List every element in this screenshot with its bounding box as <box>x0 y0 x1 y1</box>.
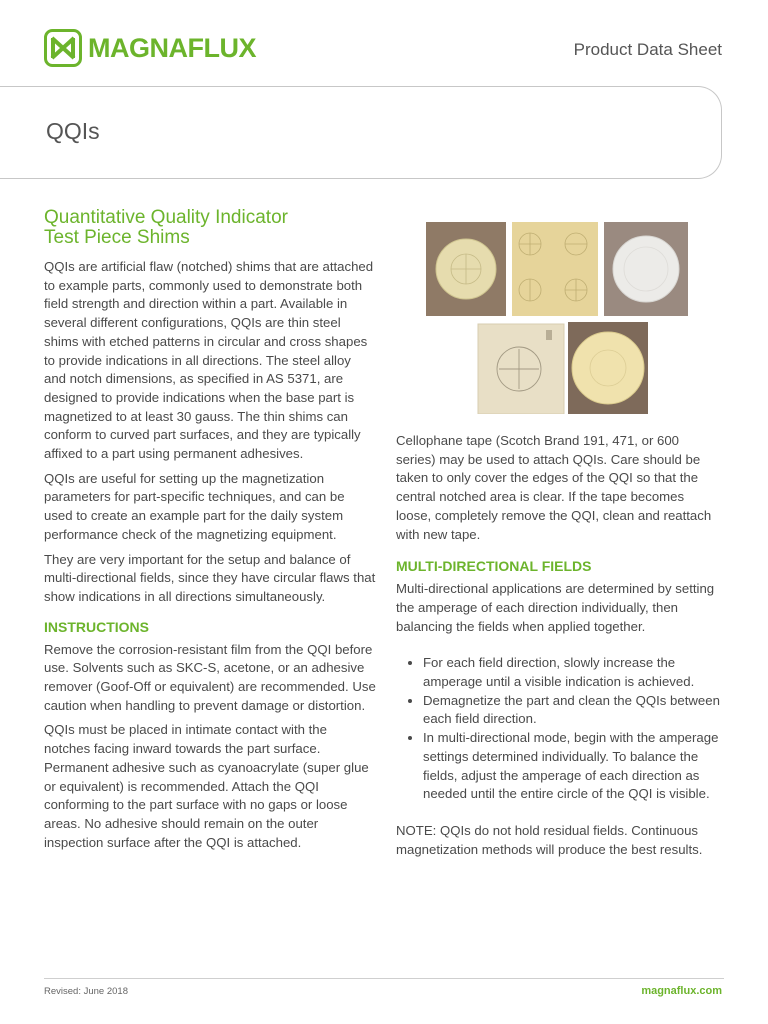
brand-name: MAGNAFLUX <box>88 32 256 63</box>
title-frame <box>0 86 722 179</box>
multi-directional-paragraph: Multi-directional applications are determined by setting the amperage of each direction individually, then balancing the fields when applied together. <box>396 581 715 634</box>
qqi-product-photos <box>426 222 688 414</box>
instructions-paragraph-2: QQIs must be placed in intimate contact with the notches facing inward towards the part surface. Permanent adhesive such as cyanoacrylate (super glue or equivalent) is recommended. Attach the QQI conforming to the part surface with no gaps or loose areas. No adhesive should remain on the outer inspection surface after the QQI is attached. <box>44 722 369 850</box>
list-item: • In multi-directional mode, begin with the amperage settings determined individually. To balance the fields, adjust the amperage of each direction as needed until the entire circle of the QQI is visible. <box>423 729 722 804</box>
footer-divider <box>44 978 724 979</box>
intro-paragraph-3: They are very important for the setup and balance of multi-directional fields, since they have circular flaws that show indications in all directions simultaneously. <box>44 551 376 604</box>
document-type: Product Data Sheet <box>573 40 722 59</box>
qqi-photo-white-disc <box>604 222 688 316</box>
instructions-paragraph-1: Remove the corrosion-resistant film from the QQI before use. Solvents such as SKC-S, acetone, or an adhesive remover (Goof-Off or equivalent) are recommended. Use caution when handling to prevent damage or distortion. <box>44 641 376 713</box>
intro-paragraph-1: QQIs are artificial flaw (notched) shims that are attached to example parts, commonly used to demonstrate both field strength and direction within a part. Available in several different configurations, QQIs are thin steel shims with etched patterns in circular and cross shapes to provide indications in all directions. The steel alloy and notch dimensions, as specified in AS 5371, are designed to provide indications when the base part is magnetized to at least 30 gauss. The thin shims can conform to curved part surfaces, and they are typically affixed to a part using permanent adhesives. <box>44 259 374 462</box>
multi-directional-heading: MULTI-DIRECTIONAL FIELDS <box>396 558 592 575</box>
main-heading <box>44 208 376 248</box>
list-item: • Demagnetize the part and clean the QQIs between each field direction. <box>423 692 722 729</box>
qqi-photo-circle-shim <box>426 222 506 316</box>
qqi-photo-cream-disc <box>568 322 648 414</box>
main-heading-line-1: Quantitative Quality Indicator <box>44 207 288 228</box>
note-paragraph: NOTE: QQIs do not hold residual fields. Continuous magnetization methods will produce the best results. <box>396 822 703 857</box>
page-title: QQIs <box>46 118 100 144</box>
list-item: • For each field direction, slowly increase the amperage until a visible indication is achieved. <box>423 654 722 691</box>
revised-date: Revised: June 2018 <box>44 986 128 997</box>
intro-paragraph-2: QQIs are useful for setting up the magnetization parameters for part-specific techniques, and can be used to create an example part for the daily system performance check of the magnetizing equipment. <box>44 470 345 542</box>
main-heading-line-2: Test Piece Shims <box>44 227 190 248</box>
website-link[interactable]: magnaflux.com <box>641 985 722 997</box>
multi-directional-steps <box>396 654 722 804</box>
right-column <box>396 432 722 865</box>
qqi-photo-multi-pattern-shim <box>512 222 598 316</box>
tape-paragraph: Cellophane tape (Scotch Brand 191, 471, or 600 series) may be used to attach QQIs. Care should be taken to only cover the edges of the QQI so that the central notched area is clear. If the tape becomes loose, completely remove the QQI, clean and reattach with new tape. <box>396 433 712 542</box>
magnaflux-logo <box>44 29 256 67</box>
instructions-heading: INSTRUCTIONS <box>44 618 149 635</box>
left-column <box>44 208 376 858</box>
magnaflux-logo-icon <box>44 29 82 67</box>
qqi-photo-cross-shim <box>478 324 564 414</box>
